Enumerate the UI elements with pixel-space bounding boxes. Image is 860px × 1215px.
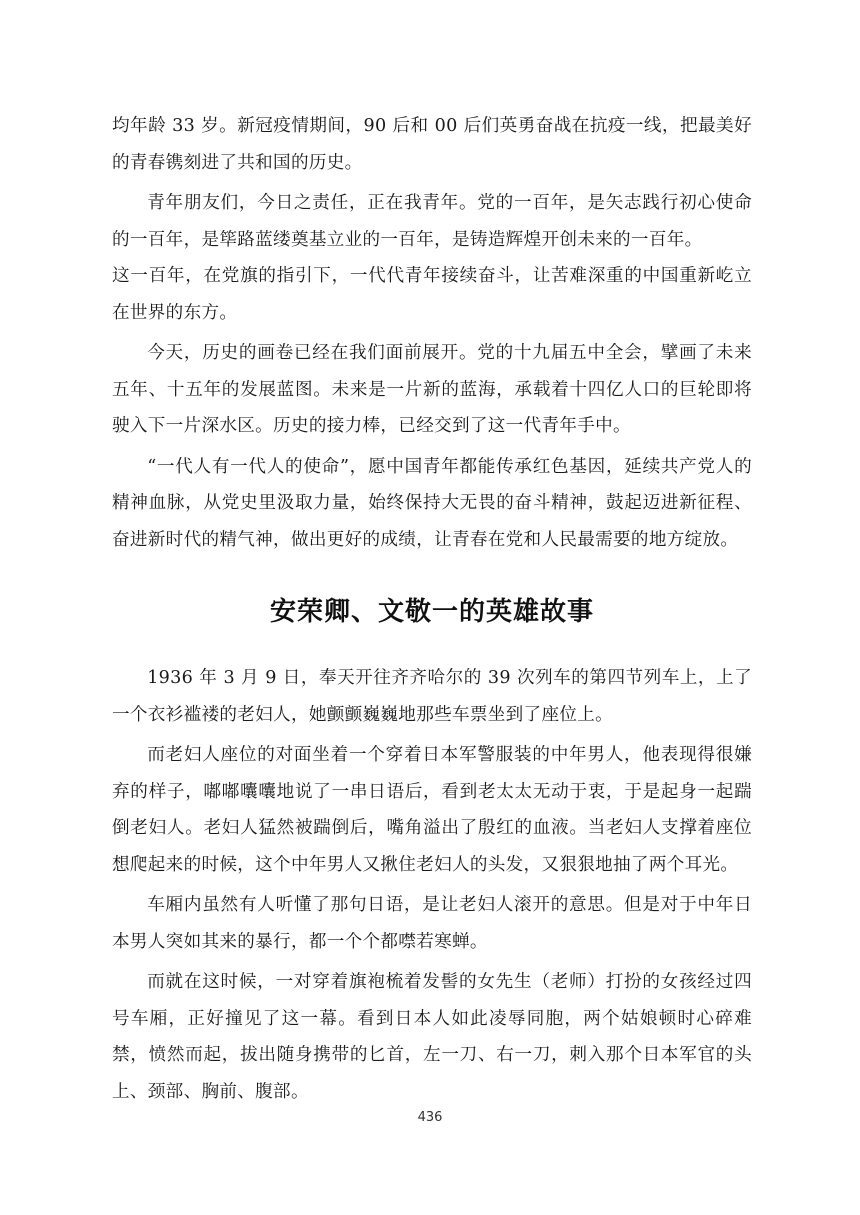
paragraph-heroines: 而就在这时候，一对穿着旗袍梳着发髻的女先生（老师）打扮的女孩经过四号车厢，正好撞见了这一幕。看到日本人如此凌辱同胞，两个姑娘顿时心碎难禁，愤然而起，拔出随身携带的匕首，左一刀、右一刀，刺入那个日本军官的头上、颈部、胸前、腹部。 xyxy=(112,972,752,1102)
paragraph-silence: 车厢内虽然有人听懂了那句日语，是让老妇人滚开的意思。但是对于中年日本男人突如其来的暴行，都一个个都噤若寒蝉。 xyxy=(112,895,752,952)
section-heading: 安荣卿、文敬一的英雄故事 xyxy=(269,597,594,627)
paragraph-train-story: 1936 年 3 月 9 日，奉天开往齐齐哈尔的 39 次列车的第四节列车上，上了一个衣衫褴褛的老妇人，她颤颤巍巍地那些车票坐到了座位上。 xyxy=(112,668,752,725)
paragraph-mission: “一代人有一代人的使命”，愿中国青年都能传承红色基因，延续共产党人的精神血脉，从党史里汲取力量，始终保持大无畏的奋斗精神，鼓起迈进新征程、奋进新时代的精气神，做出更好的成绩，让青春在党和人民最需要的地方绽放。 xyxy=(112,456,752,550)
document-page xyxy=(112,108,752,1110)
paragraph-continuation: 均年龄 33 岁。新冠疫情期间，90 后和 00 后们英勇奋战在抗疫一线，把最美好的青春镌刻进了共和国的历史。 xyxy=(112,116,752,173)
page-number: 436 xyxy=(417,1110,443,1125)
paragraph-youth-responsibility: 青年朋友们，今日之责任，正在我青年。党的一百年，是矢志践行初心使命的一百年，是筚路蓝缕奠基立业的一百年，是铸造辉煌开创未来的一百年。 xyxy=(112,193,752,250)
paragraph-assault: 而老妇人座位的对面坐着一个穿着日本军警服装的中年男人，他表现得很嫌弃的样子，嘟嘟囔囔地说了一串日语后，看到老太太无动于衷，于是起身一起踹倒老妇人。老妇人猛然被踹倒后，嘴角溢出了殷红的血液。当老妇人支撑着座位想爬起来的时候，这个中年男人又揪住老妇人的头发，又狠狠地抽了两个耳光。 xyxy=(112,745,752,875)
paragraph-history-scroll: 今天，历史的画卷已经在我们面前展开。党的十九届五中全会，擘画了未来五年、十五年的发展蓝图。未来是一片新的蓝海，承载着十四亿人口的巨轮即将驶入下一片深水区。历史的接力棒，已经交到了这一代青年手中。 xyxy=(112,343,752,436)
paragraph-hundred-years: 这一百年，在党旗的指引下，一代代青年接续奋斗，让苦难深重的中国重新屹立在世界的东方。 xyxy=(112,266,752,323)
